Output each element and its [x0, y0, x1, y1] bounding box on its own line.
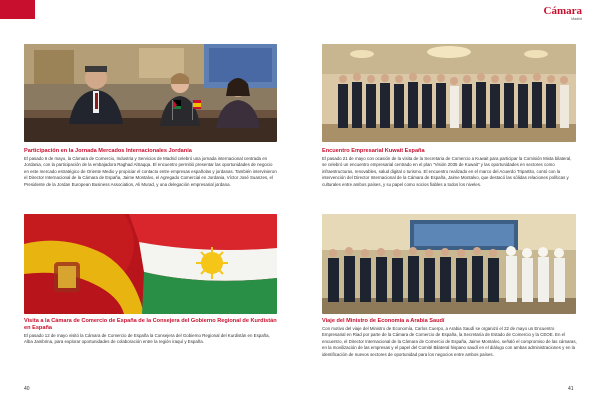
article-saudi-title: Viaje del Ministro de Economía a Arabia Saudí — [322, 318, 445, 324]
article-kuwait-title: Encuentro Empresarial Kuwait España — [322, 148, 425, 154]
article-kuwait-body: El pasado 21 de mayo con ocasión de la visita de la Secretaria de Comercio a Kuwait para participar la Comisión Mixta bilateral, se celebró un encuentro empresarial centrado en el plan "Visión 2035 de Kuwait" y las oportunidades en sectores como infraestructuras, renovables, salud digital o turismo. El encuentro realizado en el marco del Acuerdo Tripartito, contó con la intervención del Director Internacional de la Cámara de España, Jaime Montalvo, que destacó las sólidas relaciones políticas y culturales entre ambos países, y su papel como socios fiables a todos los niveles. — [322, 156, 572, 187]
article-kurdistan-title: Visita a la Cámara de Comercio de España de la Consejera del Gobierno Regional de Kurdistán en España — [24, 318, 277, 331]
corner-tab — [0, 0, 35, 19]
article-jordan-title: Participación en la Jornada Mercados Internacionales Jordania — [24, 148, 192, 154]
page-number-left: 40 — [24, 386, 30, 392]
camara-logo — [544, 6, 583, 22]
article-jordan-body: El pasado 6 de mayo, la Cámara de Comercio, Industria y Servicios de Madrid celebró una jornada internacional centrada en Jordania, con la participación de la embajadora Raghad AlSaqqa. El encuentro permitió presentar las oportunidades de negocio en este mercado estratégico de Oriente Medio y propiciar el contacto entre empresas españolas y jordanas. También intervinieron el Director Internacional de la Cámara de España, Jaime Montalvo, el Agregado Comercial en Jordania, Víctor José Suanzes, el Presidente de la Jordan European Business Association, Ali Murad, y una delegación empresarial jordana. — [24, 156, 277, 187]
article-kurdistan-body: El pasado 12 de mayo visitó la Cámara de Comercio de España la Consejera del Gobierno Regional del Kurdistán en España, Alba Jambrina, para explorar oportunidades de colaboración entre la región iraquí y España. — [24, 333, 270, 345]
logo-wordmark: Cámara — [543, 5, 582, 17]
article-saudi-body: Con motivo del viaje del Ministro de Economía, Carlos Cuerpo, a Arabia Saudí se organizó el 22 de mayo un Encuentro Empresarial en Riad por parte de la Cámara de Comercio de España, la Secretaría de Estado de Comercio y la CEOE. En el encuentro, el Director Internacional de la Cámara de Comercio de España, Jaime Montalvo, señaló el compromiso de las cámaras, en la movilización de las empresas y el papel del Comité Bilateral hispano saudí en el diálogo con ambas administraciones y en la identificación de nuevos sectores de oportunidad para los negocios entre ambos países. — [322, 326, 577, 357]
kurdistan-spain-flags-photo — [24, 214, 277, 314]
jordan-panel-photo — [24, 44, 277, 142]
logo-subtitle: Madrid — [571, 17, 582, 21]
page-number-right: 41 — [568, 386, 574, 392]
kuwait-group-photo — [322, 44, 576, 142]
saudi-group-photo — [322, 214, 576, 314]
